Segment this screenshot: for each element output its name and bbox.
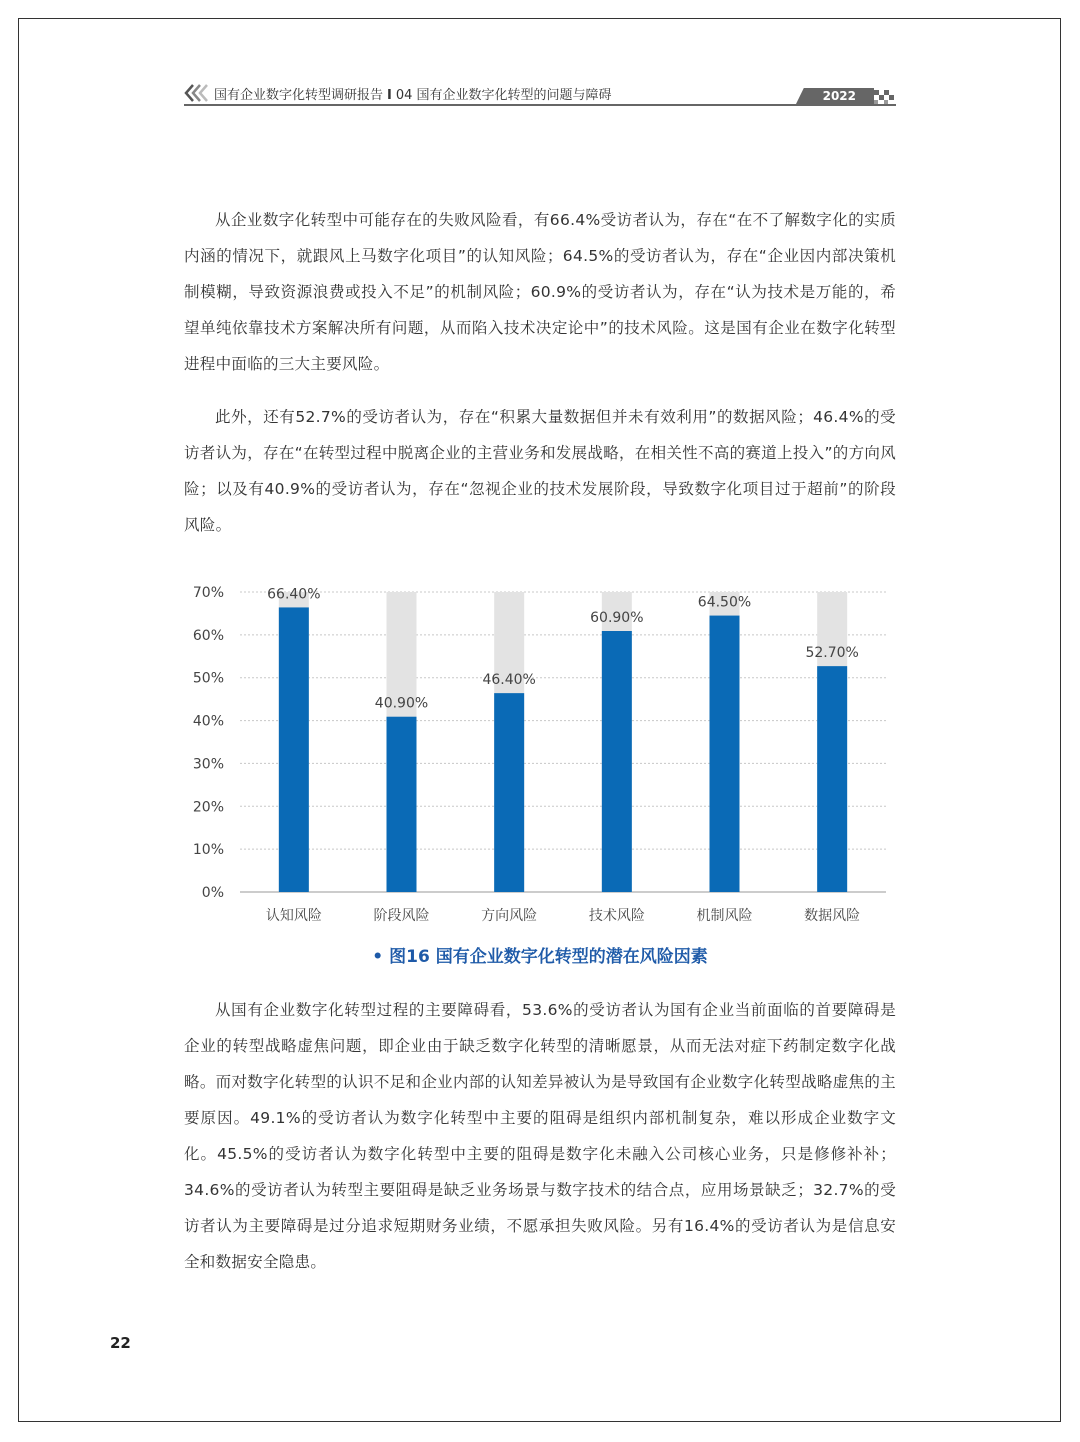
paragraph-text: 从国有企业数字化转型过程的主要障碍看，53.6%的受访者认为国有企业当前面临的首要障碍是企业的转型战略虚焦问题，即企业由于缺乏数字化转型的清晰愿景，从而无法对症下药制定数字化战略。而对数字化转型的认识不足和企业内部的认知差异被认为是导致国有企业数字化转型战略虚焦的主要原因。49.1%的受访者认为数字化转型中主要的阻碍是组织内部机制复杂，难以形成企业数字文化。45.5%的受访者认为数字化转型中主要的阻碍是数字化未融入公司核心业务，只是修修补补；34.6%的受访者认为转型主要阻碍是缺乏业务场景与数字技术的结合点，应用场景缺乏；32.7%的受访者认为主要障碍是过分追求短期财务业绩，不愿承担失败风险。另有16.4%的受访者认为是信息安全和数据安全隐患。 (184, 1001, 896, 1271)
x-tick-label: 认知风险 (265, 908, 322, 924)
y-tick-label: 10% (192, 842, 224, 859)
value-bar (494, 693, 524, 892)
page-header (184, 82, 896, 108)
paragraph-text: 此外，还有52.7%的受访者认为，存在“积累大量数据但并未有效利用”的数据风险；46.4%的受访者认为，存在“在转型过程中脱离企业的主营业务和发展战略，在相关性不高的赛道上投入”的方向风险；以及有40.9%的受访者认为，存在“忽视企业的技术发展阶段，导致数字化项目过于超前”的阶段风险。 (184, 408, 896, 534)
section-title: 04 国有企业数字化转型的问题与障碍 (395, 88, 612, 103)
checker-pattern-icon (874, 90, 896, 104)
value-bar (602, 631, 632, 892)
chart-canvas (180, 578, 900, 938)
y-tick-label: 30% (192, 756, 224, 773)
paragraph-text: 从企业数字化转型中可能存在的失败风险看，有66.4%受访者认为，存在“在不了解数字化的实质内涵的情况下，就跟风上马数字化项目”的认知风险；64.5%的受访者认为，存在“企业因内部决策机制模糊，导致资源浪费或投入不足”的机制风险；60.9%的受访者认为，存在“认为技术是万能的，希望单纯依靠技术方案解决所有问题，从而陷入技术决定论中”的技术风险。这是国有企业在数字化转型进程中面临的三大主要风险。 (184, 211, 896, 373)
body-paragraph-1 (184, 202, 896, 382)
y-tick-label: 20% (192, 799, 224, 816)
value-bar (817, 666, 847, 892)
caption-text: 图16 国有企业数字化转型的潜在风险因素 (389, 947, 708, 967)
data-label: 64.50% (697, 594, 752, 611)
page-number: 22 (110, 1334, 131, 1352)
chevron-left-icon (184, 84, 208, 102)
header-separator: I (387, 88, 392, 103)
risk-factors-chart (180, 578, 900, 938)
x-tick-label: 机制风险 (696, 908, 753, 924)
x-tick-label: 方向风险 (481, 908, 538, 924)
data-label: 40.90% (374, 695, 429, 712)
figure-caption (184, 942, 896, 967)
y-tick-label: 70% (192, 585, 224, 601)
value-bar (279, 607, 309, 892)
data-label: 60.90% (590, 610, 644, 626)
year-label: 2022 (822, 89, 856, 103)
y-tick-label: 50% (192, 670, 224, 687)
data-label: 66.40% (267, 586, 321, 603)
header-rule (184, 104, 896, 106)
y-tick-label: 60% (192, 627, 224, 644)
value-bar (710, 616, 740, 892)
data-label: 46.40% (482, 672, 536, 689)
y-tick-label: 40% (192, 713, 224, 730)
body-paragraph-2 (184, 399, 896, 543)
x-tick-label: 数据风险 (804, 908, 861, 924)
x-tick-label: 技术风险 (588, 908, 645, 924)
caption-bullet: • (372, 947, 384, 967)
value-bar (387, 717, 417, 892)
header-title (214, 84, 612, 103)
x-tick-label: 阶段风险 (373, 908, 430, 924)
report-title: 国有企业数字化转型调研报告 (214, 88, 384, 103)
body-paragraph-3 (184, 992, 896, 1280)
y-tick-label: 0% (201, 885, 224, 901)
data-label: 52.70% (805, 645, 859, 662)
